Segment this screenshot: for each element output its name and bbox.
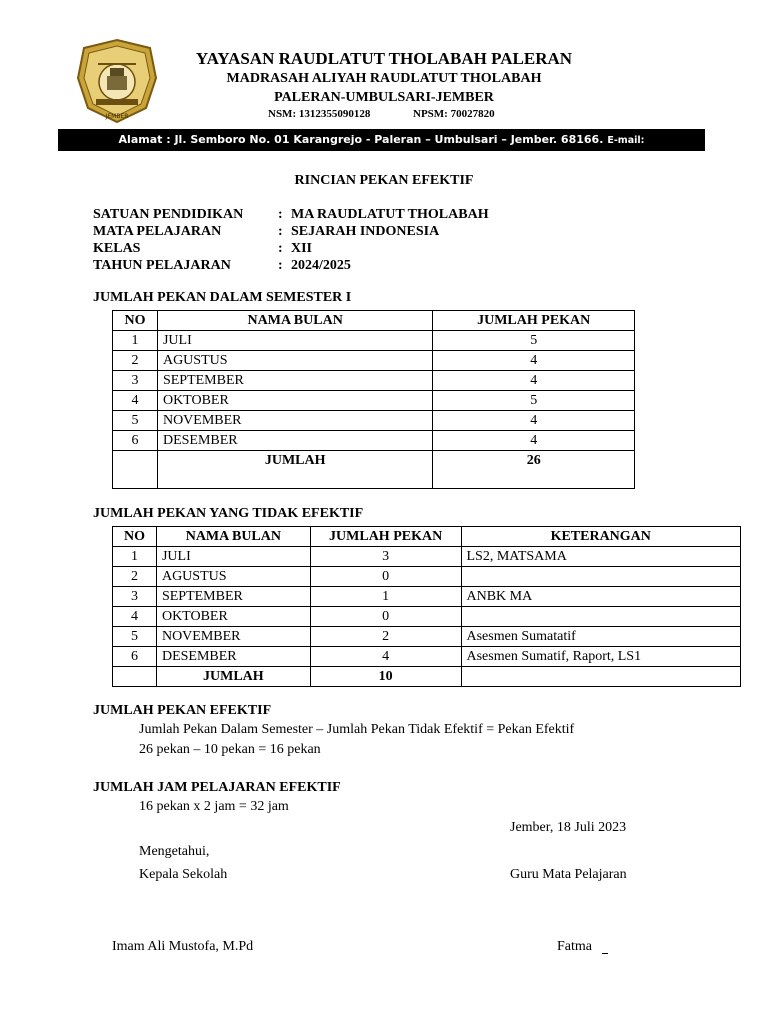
cell-month: SEPTEMBER — [157, 371, 432, 391]
address-text: Alamat : Jl. Semboro No. 01 Karangrejo - Paleran – Umbulsari – Jember. 68166. — [118, 133, 604, 146]
info-value: MA RAUDLATUT THOLABAH — [291, 207, 489, 222]
info-separator: : — [278, 207, 283, 222]
cell-no: 5 — [113, 627, 157, 647]
cell-month: OKTOBER — [156, 607, 310, 627]
cell-weeks: 5 — [433, 391, 635, 411]
teacher-title: Guru Mata Pelajaran — [510, 867, 627, 882]
cell-empty — [113, 667, 157, 687]
nsm-number: NSM: 1312355090128 — [268, 108, 371, 120]
document-title: RINCIAN PEKAN EFEKTIF — [294, 173, 474, 188]
cell-no: 2 — [113, 351, 158, 371]
cell-month: SEPTEMBER — [156, 587, 310, 607]
column-header: NAMA BULAN — [157, 311, 432, 331]
table-row — [113, 411, 635, 431]
cell-weeks: 0 — [310, 607, 461, 627]
table-row — [113, 431, 635, 451]
signature-underline — [602, 953, 608, 954]
cell-note — [461, 607, 741, 627]
hours-calculation: 16 pekan x 2 jam = 32 jam — [139, 799, 289, 814]
principal-title: Kepala Sekolah — [139, 867, 228, 882]
cell-note: LS2, MATSAMA — [461, 547, 741, 567]
cell-note — [461, 567, 741, 587]
effective-formula: Jumlah Pekan Dalam Semester – Jumlah Pekan Tidak Efektif = Pekan Efektif — [139, 722, 575, 737]
cell-weeks: 2 — [310, 627, 461, 647]
table-row — [113, 351, 635, 371]
info-separator: : — [278, 258, 283, 273]
column-header: NAMA BULAN — [156, 527, 310, 547]
total-label: JUMLAH — [156, 667, 310, 687]
svg-text:JEMBER: JEMBER — [105, 113, 129, 120]
cell-empty — [113, 451, 158, 489]
ineffective-weeks-table — [112, 526, 741, 687]
cell-no: 1 — [113, 331, 158, 351]
table-row — [113, 391, 635, 411]
cell-no: 5 — [113, 411, 158, 431]
school-name: MADRASAH ALIYAH RAUDLATUT THOLABAH — [226, 71, 542, 86]
cell-no: 2 — [113, 567, 157, 587]
cell-month: JULI — [156, 547, 310, 567]
effective-calculation: 26 pekan – 10 pekan = 16 pekan — [139, 742, 321, 757]
info-key: SATUAN PENDIDIKAN — [93, 207, 244, 222]
effective-heading: JUMLAH PEKAN EFEKTIF — [93, 703, 272, 718]
info-key: TAHUN PELAJARAN — [93, 258, 231, 273]
cell-weeks: 4 — [433, 411, 635, 431]
cell-weeks: 4 — [433, 371, 635, 391]
info-separator: : — [278, 241, 283, 256]
cell-no: 1 — [113, 547, 157, 567]
npsm-number: NPSM: 70027820 — [413, 108, 495, 120]
semester-heading: JUMLAH PEKAN DALAM SEMESTER I — [93, 290, 352, 305]
cell-note: ANBK MA — [461, 587, 741, 607]
total-value: 26 — [433, 451, 635, 489]
school-location: PALERAN-UMBULSARI-JEMBER — [274, 90, 494, 105]
column-header: KETERANGAN — [461, 527, 741, 547]
cell-no: 6 — [113, 431, 158, 451]
column-header: NO — [113, 311, 158, 331]
table-row — [113, 587, 741, 607]
cell-weeks: 3 — [310, 547, 461, 567]
info-value: SEJARAH INDONESIA — [291, 224, 440, 239]
total-value: 10 — [310, 667, 461, 687]
cell-no: 4 — [113, 607, 157, 627]
table-row — [113, 647, 741, 667]
info-value: XII — [291, 241, 313, 256]
place-date: Jember, 18 Juli 2023 — [510, 820, 627, 835]
cell-weeks: 4 — [433, 351, 635, 371]
cell-month: NOVEMBER — [156, 627, 310, 647]
cell-weeks: 4 — [310, 647, 461, 667]
cell-weeks: 4 — [433, 431, 635, 451]
table-row — [113, 331, 635, 351]
cell-no: 6 — [113, 647, 157, 667]
cell-month: AGUSTUS — [156, 567, 310, 587]
cell-month: NOVEMBER — [157, 411, 432, 431]
cell-month: AGUSTUS — [157, 351, 432, 371]
ineffective-heading: JUMLAH PEKAN YANG TIDAK EFEKTIF — [93, 506, 364, 521]
column-header: JUMLAH PEKAN — [310, 527, 461, 547]
table-row — [113, 607, 741, 627]
cell-note: Asesmen Sumatif, Raport, LS1 — [461, 647, 741, 667]
table-header-row — [113, 527, 741, 547]
acknowledged-label: Mengetahui, — [139, 844, 210, 859]
teacher-name: Fatma — [557, 939, 592, 954]
cell-empty — [461, 667, 741, 687]
info-key: KELAS — [93, 241, 141, 256]
info-key: MATA PELAJARAN — [93, 224, 222, 239]
table-total-row — [113, 451, 635, 489]
cell-note: Asesmen Sumatatif — [461, 627, 741, 647]
table-row — [113, 371, 635, 391]
total-label: JUMLAH — [157, 451, 432, 489]
cell-month: DESEMBER — [156, 647, 310, 667]
info-separator: : — [278, 224, 283, 239]
cell-no: 4 — [113, 391, 158, 411]
cell-weeks: 1 — [310, 587, 461, 607]
table-total-row — [113, 667, 741, 687]
cell-weeks: 0 — [310, 567, 461, 587]
address-bar — [58, 129, 705, 151]
table-row — [113, 547, 741, 567]
foundation-name: YAYASAN RAUDLATUT THOLABAH PALERAN — [195, 49, 573, 68]
table-row — [113, 567, 741, 587]
cell-no: 3 — [113, 587, 157, 607]
table-header-row — [113, 311, 635, 331]
cell-weeks: 5 — [433, 331, 635, 351]
column-header: NO — [113, 527, 157, 547]
column-header: JUMLAH PEKAN — [433, 311, 635, 331]
semester-weeks-table — [112, 310, 635, 489]
email-label: E-mail: — [607, 135, 645, 146]
info-value: 2024/2025 — [291, 258, 351, 273]
cell-month: DESEMBER — [157, 431, 432, 451]
cell-month: JULI — [157, 331, 432, 351]
cell-month: OKTOBER — [157, 391, 432, 411]
principal-name: Imam Ali Mustofa, M.Pd — [112, 939, 254, 954]
school-logo — [76, 38, 158, 124]
table-row — [113, 627, 741, 647]
cell-no: 3 — [113, 371, 158, 391]
hours-heading: JUMLAH JAM PELAJARAN EFEKTIF — [93, 780, 341, 795]
